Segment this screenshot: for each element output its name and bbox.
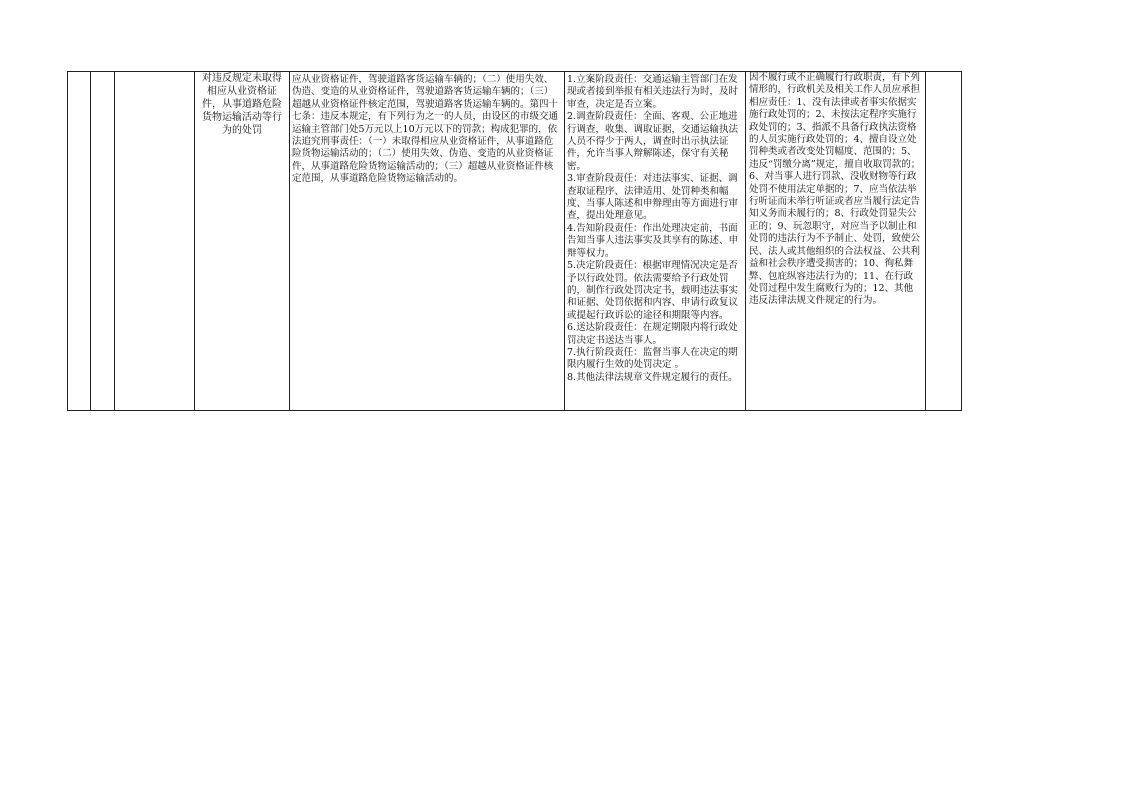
responsibility-step: 2.调查阶段责任：全面、客观、公正地进行调查，收集、调取证据，交通运输执法人员不得少于两人，调查时出示执法证件，允许当事人辩解陈述，保守有关秘密。 (567, 111, 739, 172)
main-item-cell (115, 72, 195, 411)
sub-item-name: 对违反规定未取得相应从业资格证件，从事道路危险货物运输活动等行为的处罚 (202, 73, 282, 136)
category-text (91, 72, 114, 74)
responsibility-step: 5.决定阶段责任：根据审理情况决定是否予以行政处罚。依法需要给予行政处罚的，制作行政处罚决定书，载明违法事实和证据、处罚依据和内容、申请行政复议或提起行政诉讼的途径和期限等内容。 (567, 260, 739, 321)
serial-number-text (68, 72, 90, 74)
remark-cell (926, 72, 962, 411)
table-row (68, 72, 962, 411)
legal-basis-text: 应从业资格证件，驾驶道路客货运输车辆的；（二）使用失效、伪造、变造的从业资格证件，驾驶道路客货运输车辆的；（三）超越从业资格证件核定范围，驾驶道路客货运输车辆的。第四十七条：违反本规定，有下列行为之一的人员，由设区的市级交通运输主管部门处5万元以上10万元以下的罚款；构成犯罪的，依法追究刑事责任：（一）未取得相应从业资格证件，从事道路危险货物运输活动的；（二）使用失效、伪造、变造的从业资格证件，从事道路危险货物运输活动的；（三）超越从业资格证件核定范围，从事道路危险货物运输活动的。 (292, 74, 559, 185)
responsibility-step: 8.其他法律法规章文件规定履行的责任。 (567, 371, 738, 383)
responsibility-cell (565, 72, 746, 411)
responsibility-step: 4.告知阶段责任：作出处理决定前，书面告知当事人违法事实及其享有的陈述、申辩等权力。 (567, 222, 739, 259)
responsibility-step: 6.送达阶段责任：在规定期限内将行政处罚决定书送达当事人。 (567, 322, 738, 346)
responsibility-list (565, 72, 745, 384)
sub-item-cell (195, 72, 290, 411)
legal-basis-cell (290, 72, 565, 411)
main-item-text (115, 72, 194, 74)
power-list-table (67, 71, 962, 411)
responsibility-step: 1.立案阶段责任：交通运输主管部门在发现或者接到举报有相关违法行为时，及时审查，决定是否立案。 (567, 74, 739, 110)
liability-text: 因不履行或不正确履行行政职责，有下列情形的，行政机关及相关工作人员应承担相应责任：1、没有法律或者事实依据实施行政处罚的；2、未按法定程序实施行政处罚的；3、指派不具备行政执法资格的人员实施行政处罚的；4、擅自设立处罚种类或者改变处罚幅度、范围的；5、违反“罚缴分离”规定，擅自收取罚款的；6、对当事人进行罚款、没收财物等行政处罚不使用法定单据的；7、应当依法举行听证而未举行听证或者应当履行法定告知义务而未履行的；8、行政处罚显失公正的；9、玩忽职守，对应当予以制止和处罚的违法行为不予制止、处罚，致使公民、法人或其他组织的合法权益、公共利益和社会秩序遭受损害的；10、徇私舞弊、包庇纵容违法行为的；11、在行政处罚过程中发生腐败行为的；12、其他违反法律法规文件规定的行为。 (749, 72, 921, 307)
remark-text (926, 72, 961, 74)
category-cell (91, 72, 115, 411)
liability-cell (746, 72, 926, 411)
responsibility-step: 3.审查阶段责任：对违法事实、证据、调查取证程序、法律适用、处罚种类和幅度、当事人陈述和申辩理由等方面进行审查，提出处理意见。 (567, 173, 739, 222)
responsibility-step: 7.执行阶段责任：监督当事人在决定的期限内履行生效的处罚决定 。 (567, 346, 738, 371)
serial-number-cell (68, 72, 91, 411)
